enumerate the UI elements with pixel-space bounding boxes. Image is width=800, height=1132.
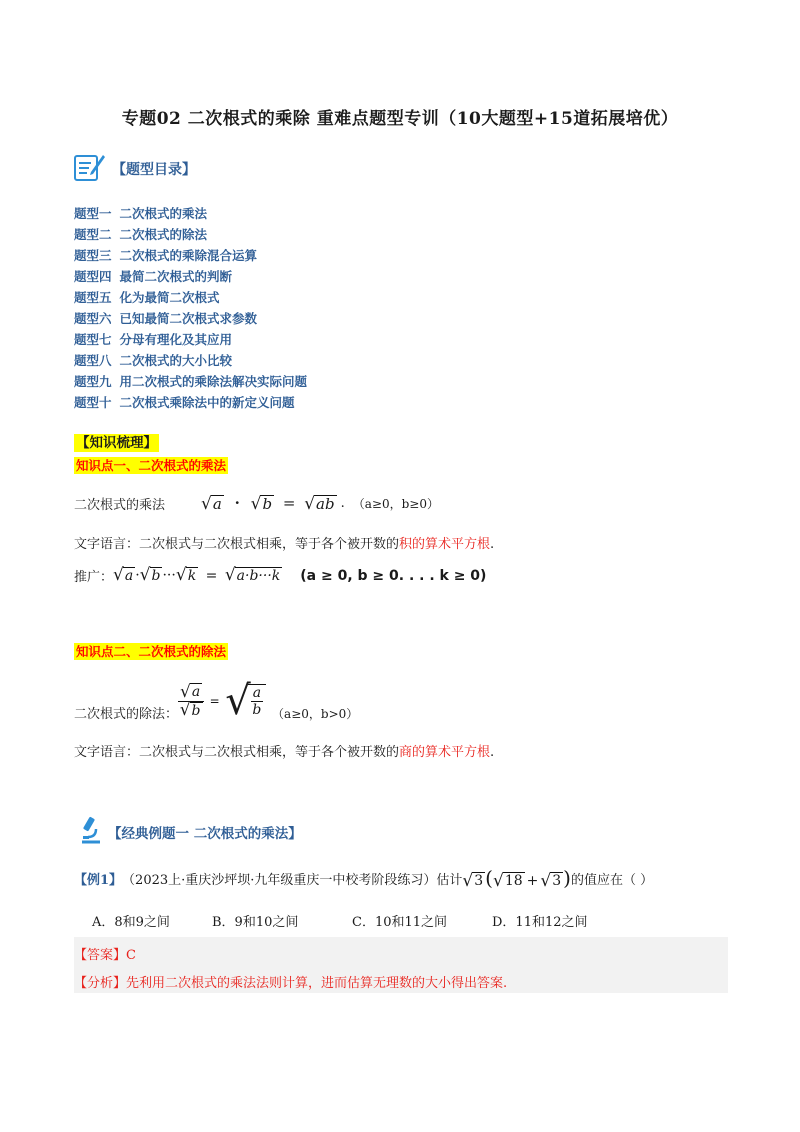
kp1-title: 知识点一、二次根式的乘法 bbox=[76, 458, 227, 473]
analysis-line bbox=[74, 972, 507, 991]
example-source: （2023上·重庆沙坪坝·九年级重庆一中校考阶段练习）估计 bbox=[122, 872, 463, 888]
toc-item[interactable]: 题型一 二次根式的乘法 bbox=[74, 206, 208, 221]
example-tag: 【例1】 bbox=[74, 872, 123, 888]
edit-note-icon bbox=[74, 152, 106, 186]
example-heading bbox=[74, 816, 302, 848]
choice-d[interactable]: D．11和12之间 bbox=[492, 915, 588, 930]
page-title: 专题02 二次根式的乘除 重难点题型专训（10大题型+15道拓展培优） bbox=[121, 109, 679, 129]
kp2-rule-cond: （a≥0，b>0） bbox=[272, 707, 359, 721]
toc-item[interactable]: 题型六 已知最简二次根式求参数 bbox=[74, 311, 258, 326]
microscope-icon bbox=[74, 815, 104, 849]
catalog-label: 【题型目录】 bbox=[112, 162, 196, 178]
catalog-heading bbox=[74, 152, 196, 186]
choice-b[interactable]: B．9和10之间 bbox=[212, 915, 299, 930]
toc-item[interactable]: 题型五 化为最简二次根式 bbox=[74, 290, 220, 305]
toc-item[interactable]: 题型七 分母有理化及其应用 bbox=[74, 332, 233, 347]
toc-item[interactable]: 题型八 二次根式的大小比较 bbox=[74, 353, 233, 368]
kp1-text: 文字语言：二次根式与二次根式相乘，等于各个被开数的积的算术平方根. bbox=[74, 537, 495, 552]
example-expression: √ 3 ( √ 18 + √ 3 ) bbox=[462, 866, 571, 891]
analysis-text: 先利用二次根式的乘法法则计算，进而估算无理数的大小得出答案. bbox=[126, 976, 508, 991]
kp1-general-formula: √ a · √ b ··· √ k = √ a·b···k bbox=[113, 565, 281, 586]
kp2-rule bbox=[74, 676, 358, 726]
kp1-general bbox=[74, 566, 486, 585]
kp2-rule-label: 二次根式的除法： bbox=[74, 707, 179, 722]
kp2-formula: √ a √ b = √ $\frac{a}{b}$ bbox=[178, 681, 266, 721]
example-heading-label: 【经典例题一 二次根式的乘法】 bbox=[108, 826, 302, 842]
kp1-rule-label: 二次根式的乘法 bbox=[74, 498, 166, 514]
toc-item[interactable]: 题型二 二次根式的除法 bbox=[74, 227, 208, 242]
answer-value: C bbox=[126, 948, 136, 963]
choice-c[interactable]: C．10和11之间 bbox=[352, 915, 448, 930]
kp1-general-label: 推广： bbox=[74, 570, 114, 585]
kp1-general-cond: (a ≥ 0, b ≥ 0. . . . k ≥ 0) bbox=[300, 567, 487, 584]
kp1-rule: 二次根式的乘法 √ a · √ b = √ ab . （a≥0，b≥0） bbox=[74, 494, 439, 515]
kp2-text: 文字语言：二次根式与二次根式相乘，等于各个被开数的商的算术平方根. bbox=[74, 745, 495, 760]
example-suffix: 的值应在（ ） bbox=[570, 872, 654, 888]
answer-tag: 【答案】 bbox=[74, 948, 127, 963]
toc-item[interactable]: 题型十 二次根式乘除法中的新定义问题 bbox=[74, 395, 295, 410]
choice-a[interactable]: A．8和9之间 bbox=[92, 915, 170, 930]
toc-item[interactable]: 题型四 最简二次根式的判断 bbox=[74, 269, 233, 284]
toc-list bbox=[74, 203, 307, 413]
kp1-formula: √ a · √ b = √ ab bbox=[201, 494, 335, 515]
toc-item[interactable]: 题型九 用二次根式的乘除法解决实际问题 bbox=[74, 374, 308, 389]
kp1-rule-cond: （a≥0，b≥0） bbox=[352, 497, 439, 512]
example-1 bbox=[74, 866, 653, 890]
knowledge-heading: 【知识梳理】 bbox=[76, 435, 157, 451]
toc-item[interactable]: 题型三 二次根式的乘除混合运算 bbox=[74, 248, 258, 263]
kp2-title: 知识点二、二次根式的除法 bbox=[76, 644, 227, 659]
answer-line bbox=[74, 944, 136, 963]
analysis-tag: 【分析】 bbox=[74, 976, 127, 991]
choices bbox=[92, 911, 588, 930]
